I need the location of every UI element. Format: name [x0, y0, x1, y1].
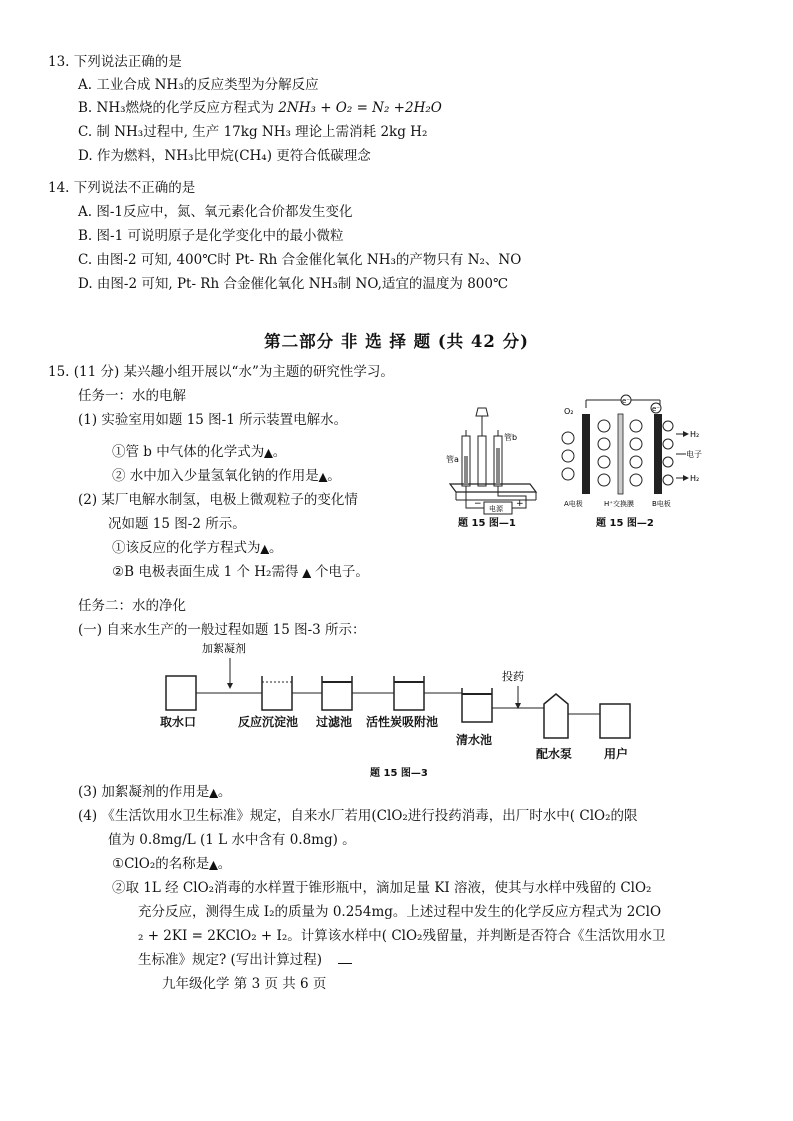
q15-part3: (3) 加絮凝剂的作用是▲。	[78, 784, 232, 800]
q15-part4-sub2-line2: 充分反应，测得生成 I₂的质量为 0.254mg。上述过程中发生的化学反应方程式为 2ClO	[138, 904, 662, 920]
q14-option-b: B. 图-1 可说明原子是化学变化中的最小微粒	[78, 228, 344, 244]
q13-option-b-text: B. NH₃燃烧的化学反应方程式为	[78, 100, 275, 116]
stage-user: 用户	[604, 747, 629, 761]
answer-blank: ▲	[264, 446, 273, 459]
q15-part1-sub2: ② 水中加入少量氢氧化钠的作用是▲。	[112, 468, 341, 484]
task1-heading: 任务一：水的电解	[78, 388, 186, 404]
q15-part1: (1) 实验室用如题 15 图-1 所示装置电解水。	[78, 412, 348, 428]
q15-part4-sub2-line4	[138, 950, 352, 970]
q15-part3-text: (3) 加絮凝剂的作用是	[78, 784, 210, 800]
o2-label: O₂	[564, 407, 574, 416]
electron-symbol: e⁻	[622, 397, 631, 405]
q15-part4-sub2-line1: ②取 1L 经 ClO₂消毒的水样置于锥形瓶中，滴加足量 KI 溶液，使其与水样中残留的 ClO₂	[112, 880, 652, 896]
q15-part4-line2: 值为 0.8mg/L (1 L 水中含有 0.8mg) 。	[108, 832, 356, 848]
q14-stem: 14. 下列说法不正确的是	[48, 180, 196, 196]
q15-part1-sub1: ①管 b 中气体的化学式为▲。	[112, 444, 287, 460]
stage-sedimentation: 反应沉淀池	[238, 715, 299, 729]
q15-part4-sub1-text: ①ClO₂的名称是	[112, 856, 210, 872]
page-footer: 九年级化学 第 3 页 共 6 页	[162, 976, 327, 992]
figure-15-2-caption: 题 15 图—2	[596, 518, 654, 529]
electron-symbol: e⁻	[652, 405, 661, 413]
q14-option-d: D. 由图-2 可知, Pt- Rh 合金催化氧化 NH₃制 NO,适宜的温度为 800℃	[78, 276, 509, 292]
figure-15-1-caption: 题 15 图—1	[458, 518, 516, 529]
q15-part2-line2: 况如题 15 图-2 所示。	[108, 516, 246, 532]
q15-part4-sub2-line3: ₂ + 2KI = 2KClO₂ + I₂。计算该水样中( ClO₂残留量，并判断是否符合《生活饮用水卫	[138, 928, 666, 944]
b-electrode-label: B电板	[652, 500, 671, 508]
q15-part2-sub1: ①该反应的化学方程式为▲。	[112, 540, 283, 556]
q15-part1-sub2-text: ② 水中加入少量氢氧化钠的作用是	[112, 468, 319, 484]
dosing-label: 投药	[502, 670, 524, 683]
minus-sign: −	[474, 499, 482, 509]
answer-blank: ▲	[318, 470, 328, 483]
h2-label: H₂	[690, 474, 700, 483]
electrode-microscopic-diagram	[556, 392, 706, 512]
q15-stem: 15. (11 分) 某兴趣小组开展以“水”为主题的研究性学习。	[48, 364, 394, 380]
q15-part2-sub2-text: ②B 电极表面生成 1 个 H₂需得	[112, 564, 299, 580]
q13-option-b-equation: 2NH₃ + O₂ = N₂ +2H₂O	[278, 100, 442, 116]
h2-label: H₂	[690, 430, 700, 439]
answer-blank: ▲	[302, 566, 311, 579]
electron-label: 电子	[686, 450, 702, 459]
q15-intro-i: (一) 自来水生产的一般过程如题 15 图-3 所示：	[78, 622, 366, 638]
figure-15-2	[556, 392, 706, 512]
q13-option-d: D. 作为燃料，NH₃比甲烷(CH₄) 更符合低碳理念	[78, 148, 371, 164]
q13-stem: 13. 下列说法正确的是	[48, 54, 182, 70]
q14-option-c: C. 由图-2 可知, 400℃时 Pt- Rh 合金催化氧化 NH₃的产物只有 N₂、NO	[78, 252, 522, 268]
q15-part4-sub1: ①ClO₂的名称是▲。	[112, 856, 232, 872]
a-electrode-label: A电极	[564, 500, 583, 508]
flocculant-label: 加絮凝剂	[202, 642, 246, 655]
membrane-label: H⁺交换膜	[604, 500, 634, 508]
stage-pump: 配水泵	[536, 747, 573, 761]
answer-blank: ▲	[260, 542, 269, 555]
answer-underline	[338, 963, 352, 964]
stage-intake: 取水口	[160, 715, 197, 729]
electrolysis-apparatus-diagram	[440, 396, 540, 526]
plus-sign: +	[516, 499, 524, 509]
power-label: 电源	[489, 505, 503, 513]
stage-carbon-adsorption: 活性炭吸附池	[366, 715, 439, 729]
q15-part4-line1: (4) 《生活饮用水卫生标准》规定，自来水厂若用(ClO₂进行投药消毒，出厂时水中( ClO₂的限	[78, 808, 638, 824]
task2-heading: 任务二：水的净化	[78, 598, 186, 614]
section-title: 第二部分 非 选 择 题 (共 42 分)	[264, 332, 529, 351]
q15-part4-sub2-line4-text: 生标准》规定? (写出计算过程)	[138, 952, 323, 968]
answer-blank: ▲	[209, 786, 218, 799]
water-treatment-flow-diagram	[150, 638, 650, 768]
stage-filtration: 过滤池	[316, 715, 353, 729]
q15-part2-sub2	[112, 562, 369, 583]
figure-15-3	[150, 638, 650, 768]
q13-option-b	[78, 98, 442, 118]
q15-part2-sub1-text: ①该反应的化学方程式为	[112, 540, 261, 556]
stage-clear-water: 清水池	[456, 733, 493, 747]
q15-part2-sub2-tail: 个电子。	[314, 564, 369, 580]
tube-b-label: 管b	[504, 433, 518, 442]
answer-blank: ▲	[209, 858, 218, 871]
q13-option-c: C. 制 NH₃过程中, 生产 17kg NH₃ 理论上需消耗 2kg H₂	[78, 124, 428, 140]
q13-option-a: A. 工业合成 NH₃的反应类型为分解反应	[78, 77, 319, 93]
q15-part2-line1: (2) 某厂电解水制氢，电极上微观粒子的变化情	[78, 492, 358, 508]
figure-15-3-caption: 题 15 图—3	[370, 768, 428, 779]
q15-part1-sub1-text: ①管 b 中气体的化学式为	[112, 444, 265, 460]
q14-option-a: A. 图-1反应中，氮、氧元素化合价都发生变化	[78, 204, 353, 220]
tube-a-label: 管a	[446, 455, 459, 464]
figure-15-1	[440, 396, 540, 526]
